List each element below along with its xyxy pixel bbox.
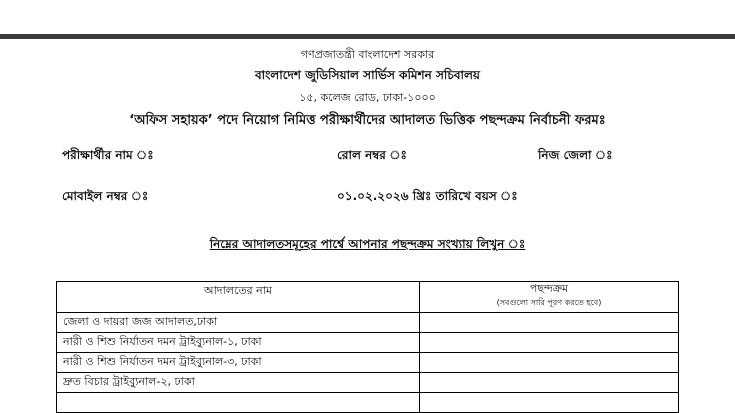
preference-cell[interactable] <box>420 353 679 373</box>
table-row <box>57 353 679 373</box>
court-name-cell: নারী ও শিশু নির্যাতন দমন ট্রাইব্যুনাল-১, ঢাকা <box>57 333 420 353</box>
court-name-cell: দ্রুত বিচার ট্রাইব্যুনাল-২, ঢাকা <box>57 373 420 393</box>
table-row <box>57 393 679 413</box>
table-row <box>57 373 679 393</box>
government-name: গণপ্রজাতন্ত্রী বাংলাদেশ সরকার <box>300 48 435 61</box>
age-on-date-label: ০১.০২.২০২৬ খ্রিঃ তারিখে বয়স ঃ <box>337 189 518 203</box>
table-header-row <box>57 282 679 313</box>
court-name-header: আদালতের নাম <box>57 282 420 313</box>
header-rule <box>0 34 735 39</box>
preference-header-note: (সবগুলো সারি পূরণ করতে হবে) <box>496 298 602 307</box>
office-address: ১৫, কলেজ রোড, ঢাকা-১০০০ <box>299 91 436 104</box>
preference-cell[interactable] <box>420 393 679 413</box>
preference-cell[interactable] <box>420 333 679 353</box>
roll-number-label: রোল নম্বর ঃ <box>337 148 407 162</box>
court-name-cell: নারী ও শিশু নির্যাতন দমন ট্রাইব্যুনাল-৩, ঢাকা <box>57 353 420 373</box>
court-name-cell <box>57 393 420 413</box>
court-name-cell: জেলা ও দায়রা জজ আদালত,ঢাকা <box>57 313 420 333</box>
preference-cell[interactable] <box>420 313 679 333</box>
instruction-text: নিম্নের আদালতসমূহের পার্শ্বে আপনার পছন্দক্রম সংখ্যায় লিখুন ঃ <box>209 237 526 251</box>
table-row <box>57 313 679 333</box>
preference-header-label: পছন্দক্রম <box>529 282 569 295</box>
court-preference-table <box>56 281 679 413</box>
home-district-label: নিজ জেলা ঃ <box>538 148 613 162</box>
form-title: ‘অফিস সহায়ক’ পদে নিয়োগ নিমিত্ত পরীক্ষার্থীদের আদালত ভিত্তিক পছন্দক্রম নির্বাচনী ফরমঃ <box>129 113 606 128</box>
mobile-number-label: মোবাইল নম্বর ঃ <box>62 189 149 203</box>
preference-cell[interactable] <box>420 373 679 393</box>
secretariat-name: বাংলাদেশ জুডিসিয়াল সার্ভিস কমিশন সচিবালয় <box>254 68 480 82</box>
candidate-name-label: পরীক্ষার্থীর নাম ঃ <box>62 148 154 162</box>
preference-header <box>420 282 679 313</box>
table-row <box>57 333 679 353</box>
